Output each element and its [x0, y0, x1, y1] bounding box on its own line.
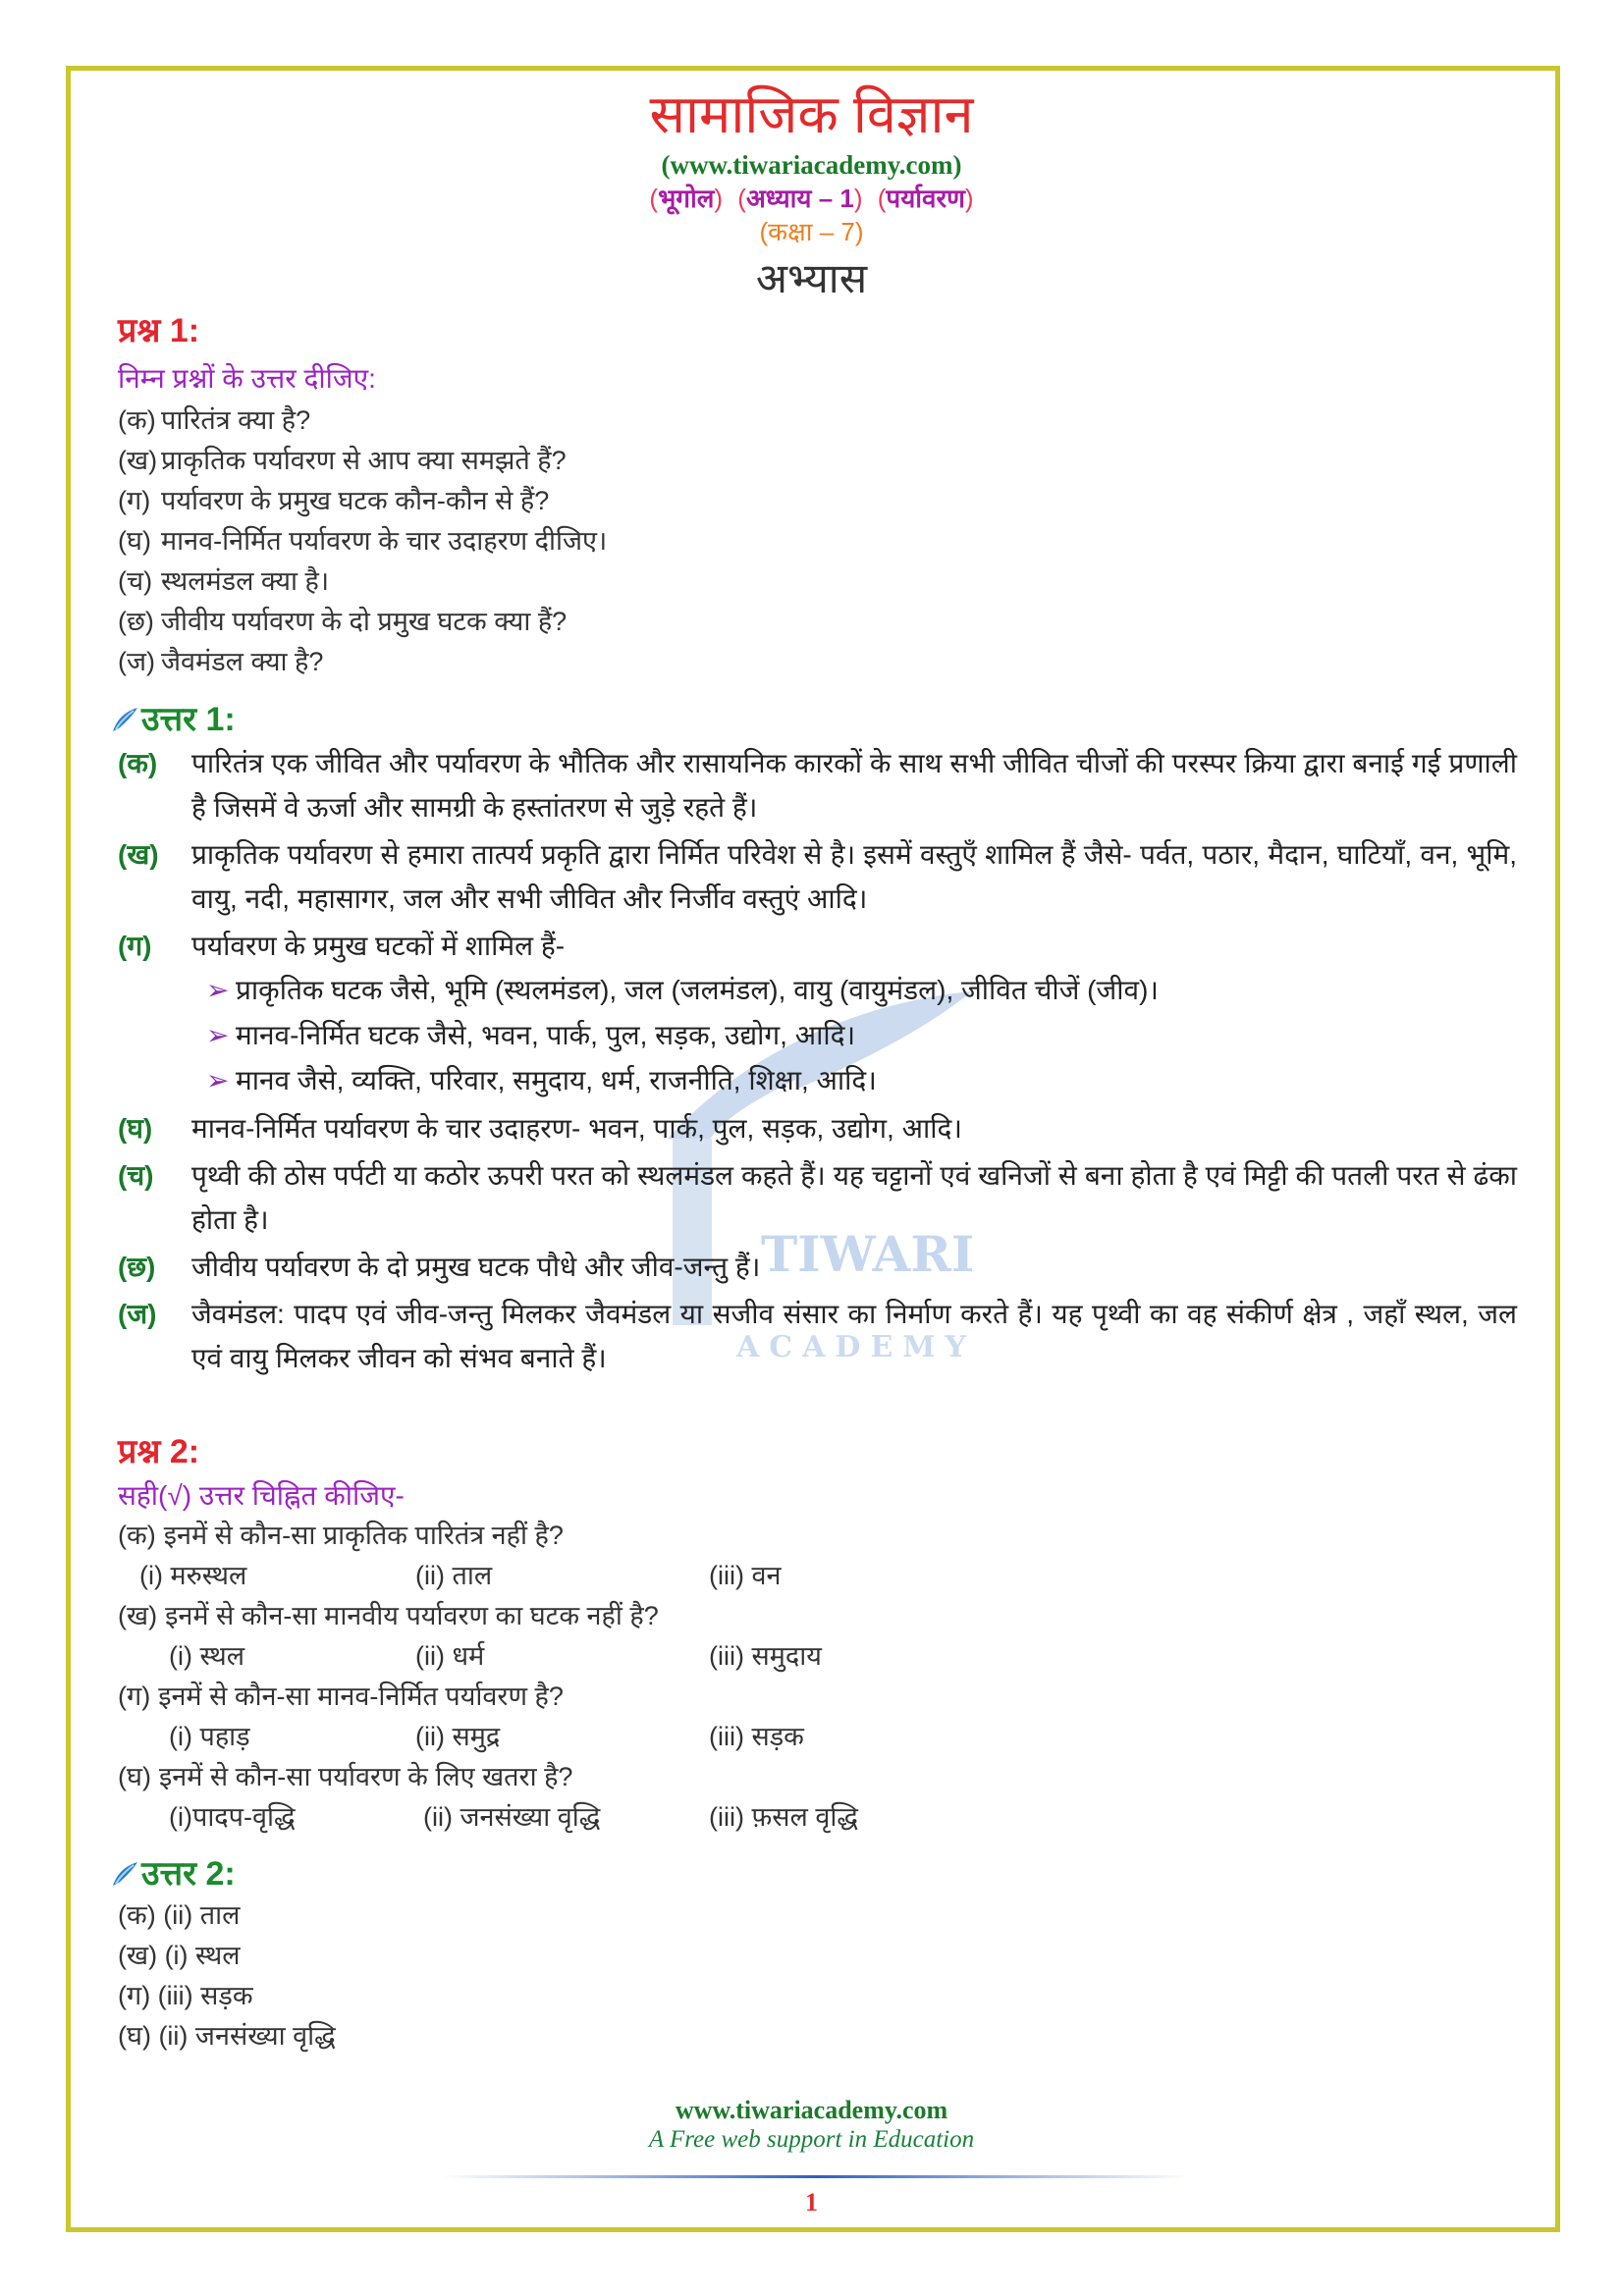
mcq-question — [118, 1596, 1517, 1636]
question-item — [118, 521, 1517, 561]
mcq-option: (i) मरुस्थल — [139, 1561, 247, 1590]
mcq-option: (ii) ताल — [415, 1561, 493, 1590]
footer-tagline: A Free web support in Education — [648, 2126, 975, 2153]
question-2-instruction: सही(√) उत्तर चिह्नित कीजिए- — [118, 1480, 405, 1511]
question-text: पर्यावरण के प्रमुख घटक कौन-कौन से हैं? — [161, 486, 550, 515]
bullet-text: मानव जैसे, व्यक्ति, परिवार, समुदाय, धर्म, राजनीति, शिक्षा, आदि। — [236, 1065, 877, 1095]
answer-item — [118, 741, 1517, 829]
question-item — [118, 481, 1517, 521]
feather-logo-icon — [110, 1859, 139, 1889]
question-label: (छ) — [118, 607, 154, 636]
question-label: (घ) — [118, 526, 151, 556]
mcq-option: (ii) जनसंख्या वृद्धि — [423, 1802, 601, 1832]
answer-label: (च) — [118, 1160, 154, 1191]
mcq-text: इनमें से कौन-सा मानवीय पर्यावरण का घटक नहीं है? — [165, 1601, 659, 1630]
question-text: मानव-निर्मित पर्यावरण के चार उदाहरण दीजिए। — [161, 526, 608, 556]
watermark-line2: ACADEMY — [736, 1330, 976, 1364]
bullet-text: मानव-निर्मित घटक जैसे, भवन, पार्क, पुल, सड़क, उद्योग, आदि। — [236, 1020, 856, 1050]
question-text: पारितंत्र क्या है? — [161, 405, 311, 435]
answer-item — [118, 1153, 1517, 1242]
watermark-line1: TIWARI — [761, 1225, 975, 1283]
mcq-question — [118, 1516, 1517, 1556]
answer-2-heading — [110, 1852, 1517, 1896]
chapter-number: अध्याय – 1 — [745, 184, 854, 213]
question-1-instruction: निम्न प्रश्नों के उत्तर दीजिए: — [118, 363, 376, 394]
mcq-question — [118, 1757, 1517, 1797]
page-title: सामाजिक विज्ञान — [649, 85, 974, 144]
answer-label: (घ) — [118, 1113, 153, 1144]
question-1-heading: प्रश्न 1: — [118, 312, 200, 349]
mcq-option: (ii) धर्म — [415, 1641, 485, 1671]
answer-text: मानव-निर्मित पर्यावरण के चार उदाहरण- भवन, पार्क, पुल, सड़क, उद्योग, आदि। — [191, 1113, 962, 1144]
page-content — [118, 83, 1517, 2056]
question-text: प्राकृतिक पर्यावरण से आप क्या समझते हैं? — [161, 446, 567, 475]
section-title: अभ्यास — [755, 255, 868, 301]
answer-item — [118, 1106, 1517, 1150]
mcq-option: (iii) सड़क — [709, 1722, 804, 1751]
mcq-option: (i) पहाड़ — [169, 1722, 250, 1751]
mcq-answer: (ख) (i) स्थल — [118, 1941, 241, 1970]
answer-2-heading-text: उत्तर 2: — [141, 1855, 236, 1893]
answer-1-heading — [110, 698, 1517, 741]
answer-text: प्राकृतिक पर्यावरण से हमारा तात्पर्य प्रकृति द्वारा निर्मित परिवेश से है। इसमें वस्तुएँ शामिल हैं जैसे- पर्वत, पठार, मैदान, घाटियाँ, वन, भूमि, वायु, नदी, महासागर, जल और सभी जीवित और निर्जीव वस्तुएं आदि। — [191, 839, 1517, 914]
footer-divider — [441, 2175, 1191, 2178]
answer-1-heading-text: उत्तर 1: — [141, 701, 236, 738]
mcq-option: (i) स्थल — [169, 1641, 245, 1671]
mcq-label: (क) — [118, 1521, 156, 1550]
question-item — [118, 441, 1517, 481]
question-label: (क) — [118, 405, 156, 435]
answer-item — [118, 1292, 1517, 1380]
question-label: (च) — [118, 566, 153, 596]
bullet-item — [206, 1058, 1517, 1103]
components-bullet-list — [206, 968, 1517, 1103]
header-website: (www.tiwariacademy.com) — [661, 150, 962, 180]
mcq-option: (i)पादप-वृद्धि — [169, 1802, 296, 1832]
mcq-text: इनमें से कौन-सा पर्यावरण के लिए खतरा है? — [158, 1762, 573, 1791]
arrow-bullet-icon: ➢ — [206, 975, 230, 1005]
mcq-options — [118, 1717, 1517, 1757]
question-item — [118, 561, 1517, 602]
subject-paren: ) — [714, 184, 724, 213]
mcq-answer: (क) (ii) ताल — [118, 1900, 241, 1930]
answer-label: (क) — [118, 748, 158, 778]
mcq-question — [118, 1677, 1517, 1717]
question-item — [118, 400, 1517, 441]
footer-website: www.tiwariacademy.com — [675, 2096, 948, 2124]
bullet-item — [206, 968, 1517, 1013]
subject-name: भूगोल — [658, 184, 715, 213]
mcq-answer: (ग) (iii) सड़क — [118, 1981, 253, 2010]
answer-text: पृथ्वी की ठोस पर्पटी या कठोर ऊपरी परत को स्थलमंडल कहते हैं। यह चट्टानों एवं खनिजों से बना होता है एवं मिट्टी की पतली परत से ढंका होता है। — [191, 1160, 1517, 1235]
question-item — [118, 602, 1517, 642]
answer-text: जीवीय पर्यावरण के दो प्रमुख घटक पौधे और जीव-जन्तु हैं। — [191, 1252, 761, 1282]
answer-label: (ज) — [118, 1299, 157, 1329]
mcq-options — [118, 1636, 1517, 1677]
bullet-item — [206, 1013, 1517, 1058]
mcq-answer: (घ) (ii) जनसंख्या वृद्धि — [118, 2021, 336, 2051]
mcq-option: (iii) वन — [709, 1561, 782, 1590]
mcq-label: (ग) — [118, 1682, 151, 1711]
question-1-list — [118, 400, 1517, 682]
mcq-option: (ii) समुद्र — [415, 1722, 501, 1751]
answer-item — [118, 924, 1517, 968]
chapter-title-paren: ) — [964, 184, 974, 213]
answer-text: पर्यावरण के प्रमुख घटकों में शामिल हैं- — [191, 931, 566, 961]
answer-label: (ग) — [118, 931, 152, 961]
answer-item — [118, 832, 1517, 921]
answer-text: पारितंत्र एक जीवित और पर्यावरण के भौतिक और रासायनिक कारकों के साथ सभी जीवित चीजों की परस्पर क्रिया द्वारा बनाई गई प्रणाली है जिसमें वे ऊर्जा और सामग्री के हस्तांतरण से जुड़े रहते हैं। — [191, 748, 1517, 823]
class-line: (कक्षा – 7) — [759, 217, 864, 246]
bullet-text: प्राकृतिक घटक जैसे, भूमि (स्थलमंडल), जल (जलमंडल), वायु (वायुमंडल), जीवित चीजें (जीव)। — [236, 975, 1160, 1005]
mcq-options — [118, 1797, 1517, 1838]
question-label: (ग) — [118, 486, 151, 515]
chapter-title-paren: ( — [877, 184, 887, 213]
answer-item — [118, 1245, 1517, 1289]
answer-label: (ख) — [118, 839, 159, 870]
page-number: 1 — [805, 2188, 818, 2216]
arrow-bullet-icon: ➢ — [206, 1065, 230, 1095]
subject-line — [0, 182, 1623, 215]
question-label: (ज) — [118, 647, 156, 676]
mcq-label: (घ) — [118, 1762, 151, 1791]
chapter-paren: ) — [853, 184, 863, 213]
mcq-text: इनमें से कौन-सा प्राकृतिक पारितंत्र नहीं है? — [163, 1521, 564, 1550]
mcq-label: (ख) — [118, 1601, 158, 1630]
question-text: जीवीय पर्यावरण के दो प्रमुख घटक क्या हैं? — [161, 607, 568, 636]
answer-label: (छ) — [118, 1252, 156, 1282]
answer-text: जैवमंडल: पादप एवं जीव-जन्तु मिलकर जैवमंडल या सजीव संसार का निर्माण करते हैं। यह पृथ्वी का वह संकीर्ण क्षेत्र , जहाँ स्थल, जल एवं वायु मिलकर जीवन को संभव बनाते हैं। — [191, 1299, 1517, 1373]
chapter-paren: ( — [737, 184, 746, 213]
mcq-option: (iii) समुदाय — [709, 1641, 822, 1671]
question-text: स्थलमंडल क्या है। — [161, 566, 330, 596]
question-2-heading: प्रश्न 2: — [118, 1433, 200, 1470]
feather-logo-icon — [110, 705, 139, 734]
arrow-bullet-icon: ➢ — [206, 1020, 230, 1050]
page-header — [0, 83, 1623, 306]
chapter-title: पर्यावरण — [886, 184, 965, 213]
mcq-text: इनमें से कौन-सा मानव-निर्मित पर्यावरण है? — [158, 1682, 564, 1711]
subject-paren: ( — [649, 184, 659, 213]
question-label: (ख) — [118, 446, 158, 475]
mcq-option: (iii) फ़सल वृद्धि — [709, 1802, 858, 1832]
question-item — [118, 642, 1517, 682]
question-text: जैवमंडल क्या है? — [161, 647, 324, 676]
mcq-options — [118, 1556, 1517, 1596]
